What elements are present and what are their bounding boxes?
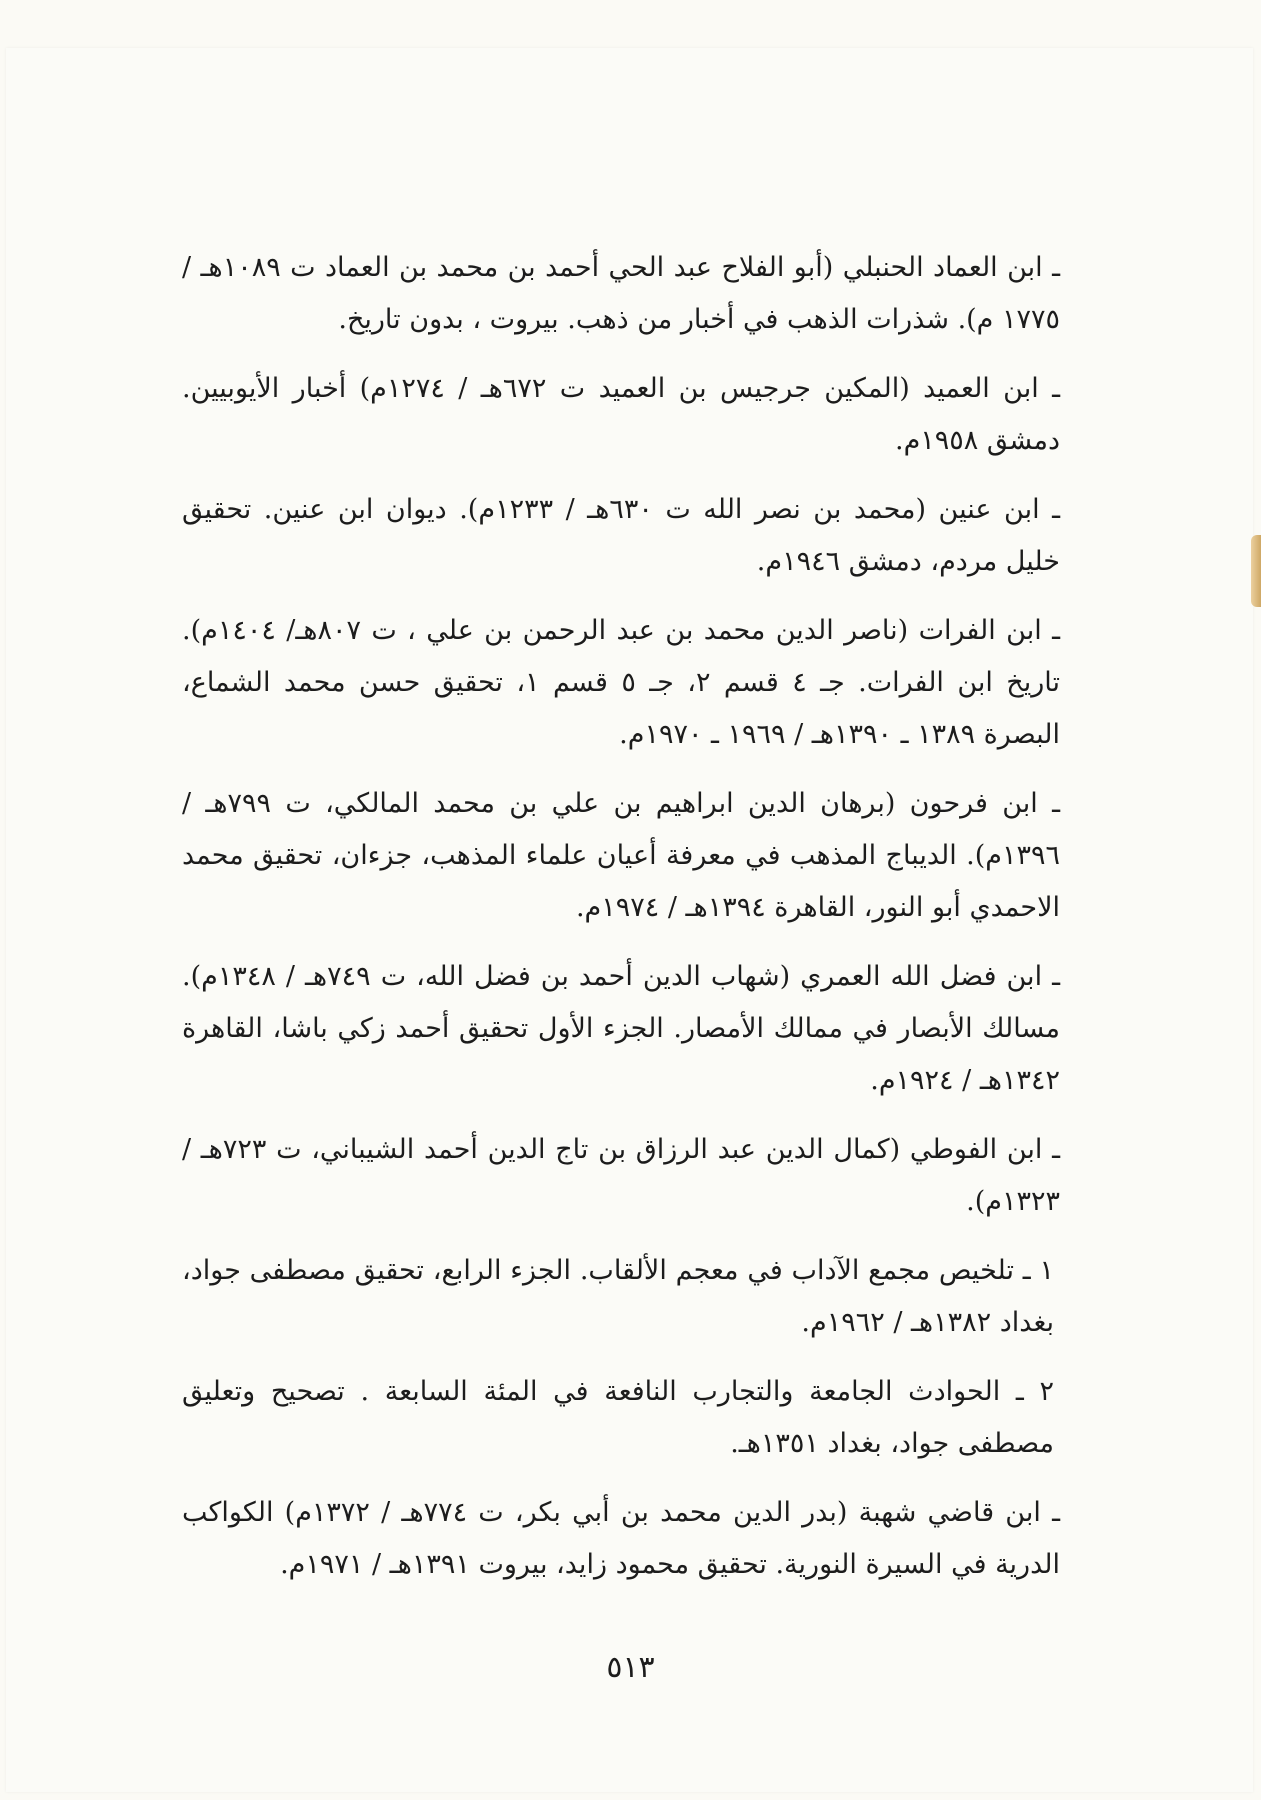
bibliography-subentry: ١ ـ تلخيص مجمع الآداب في معجم الألقاب. الجزء الرابع، تحقيق مصطفى جواد، بغداد ١٣٨٢هـ / ١٩٦٢م. <box>182 1255 1054 1338</box>
bibliography-list <box>182 242 1060 1608</box>
bibliography-entry: ـ ابن فضل الله العمري (شهاب الدين أحمد بن فضل الله، ت ٧٤٩هـ / ١٣٤٨م). مسالك الأبصار في ممالك الأمصار. الجزء الأول تحقيق أحمد زكي باشا، القاهرة ١٣٤٢هـ / ١٩٢٤م. <box>182 961 1060 1096</box>
bibliography-entry: ـ ابن فرحون (برهان الدين ابراهيم بن علي بن محمد المالكي، ت ٧٩٩هـ / ١٣٩٦م). الديباج المذهب في معرفة أعيان علماء المذهب، جزءان، تحقيق محمد الاحمدي أبو النور، القاهرة ١٣٩٤هـ / ١٩٧٤م. <box>182 788 1061 923</box>
page-number: ٥١٣ <box>606 1650 655 1685</box>
bibliography-entry: ـ ابن العميد (المكين جرجيس بن العميد ت ٦٧٢هـ / ١٢٧٤م) أخبار الأيوبيين. دمشق ١٩٥٨م. <box>182 373 1061 456</box>
bibliography-entry: ـ ابن الفرات (ناصر الدين محمد بن عبد الرحمن بن علي ، ت ٨٠٧هـ/ ١٤٠٤م). تاريخ ابن الفرات. جـ ٤ قسم ٢، جـ ٥ قسم ١، تحقيق حسن محمد الشماع، البصرة ١٣٨٩ ـ ١٣٩٠هـ / ١٩٦٩ ـ ١٩٧٠م. <box>182 615 1061 750</box>
page-edge-tab <box>1251 535 1261 607</box>
bibliography-entry: ـ ابن العماد الحنبلي (أبو الفلاح عبد الحي أحمد بن محمد بن العماد ت ١٠٨٩هـ / ١٧٧٥ م). شذرات الذهب في أخبار من ذهب. بيروت ، بدون تاريخ. <box>182 252 1060 335</box>
bibliography-entry: ـ ابن قاضي شهبة (بدر الدين محمد بن أبي بكر، ت ٧٧٤هـ / ١٣٧٢م) الكواكب الدرية في السيرة النورية. تحقيق محمود زايد، بيروت ١٣٩١هـ / ١٩٧١م. <box>182 1497 1060 1580</box>
bibliography-entry: ـ ابن عنين (محمد بن نصر الله ت ٦٣٠هـ / ١٢٣٣م). ديوان ابن عنين. تحقيق خليل مردم، دمشق ١٩٤٦م. <box>182 494 1061 577</box>
bibliography-subentry: ٢ ـ الحوادث الجامعة والتجارب النافعة في المئة السابعة . تصحيح وتعليق مصطفى جواد، بغداد ١٣٥١هـ. <box>182 1376 1054 1459</box>
bibliography-entry: ـ ابن الفوطي (كمال الدين عبد الرزاق بن تاج الدين أحمد الشيباني، ت ٧٢٣هـ / ١٣٢٣م). <box>182 1134 1060 1217</box>
